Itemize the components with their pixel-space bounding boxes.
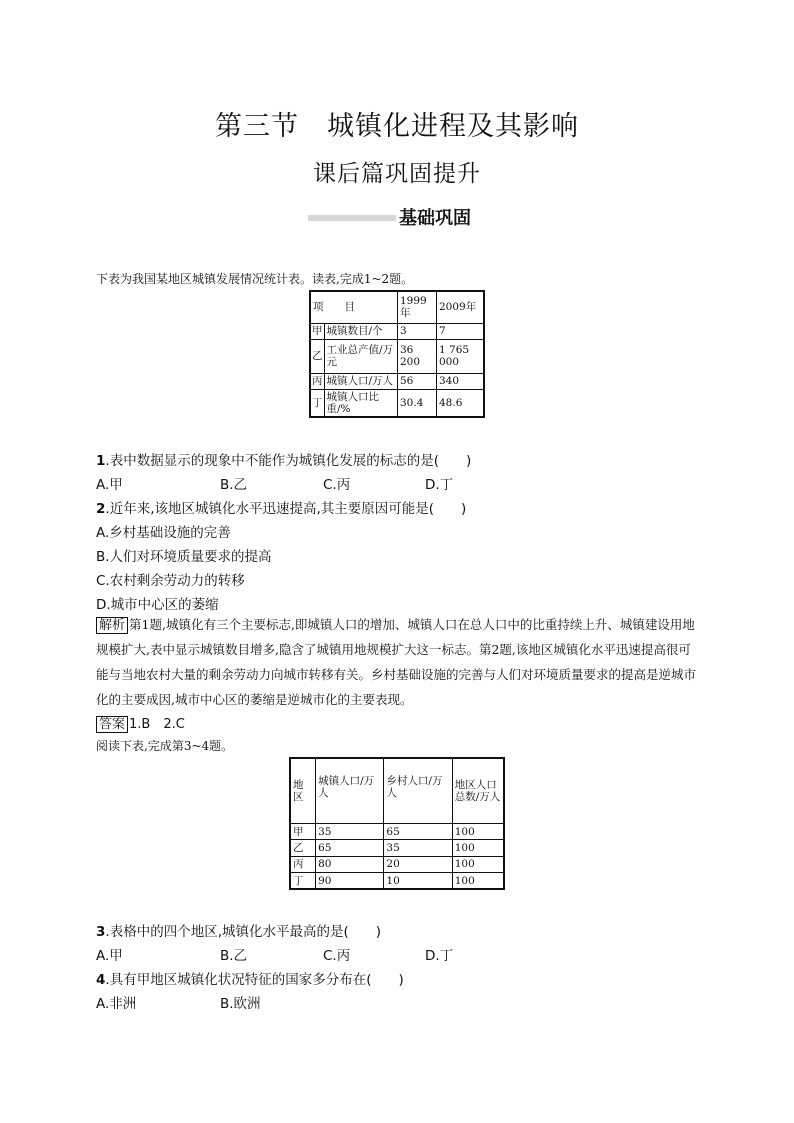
page-subtitle: 课后篇巩固提升 <box>313 161 481 187</box>
table-cell: 35 <box>316 824 384 840</box>
table-header-cell: 地区 <box>290 758 316 824</box>
table-cell: 30.4 <box>398 389 437 417</box>
answer-label: 答案 <box>96 716 128 733</box>
table-cell: 甲 <box>312 325 323 337</box>
table-cell: 10 <box>384 873 452 889</box>
table-cell: 100 <box>452 840 504 856</box>
q3-option-d: D.丁 <box>425 948 454 964</box>
table-row <box>310 373 484 389</box>
table-cell: 甲 <box>290 824 316 840</box>
table-cell: 1 765 000 <box>437 339 485 373</box>
table-header-cell: 1999年 <box>398 291 437 323</box>
table-cell: 20 <box>384 856 452 872</box>
q2-option-b: B.人们对环境质量要求的提高 <box>96 549 272 565</box>
table-cell: 90 <box>316 873 384 889</box>
page-title: 第三节 城镇化进程及其影响 <box>215 111 579 142</box>
q3-option-b: B.乙 <box>220 948 248 964</box>
table-cell: 工业总产值/万元 <box>324 339 398 373</box>
question-4: 4.具有甲地区城镇化状况特征的国家多分布在( ) <box>96 972 404 988</box>
table-population <box>289 757 505 890</box>
table-cell: 丙 <box>312 375 323 387</box>
table-cell: 35 <box>384 840 452 856</box>
section-decor-bar <box>308 215 396 221</box>
section-heading: 基础巩固 <box>399 208 471 229</box>
q3-option-a: A.甲 <box>96 948 123 964</box>
q2-option-a: A.乡村基础设施的完善 <box>96 525 231 541</box>
table-cell: 城镇数目/个 <box>324 323 398 339</box>
q4-option-a: A.非洲 <box>96 996 137 1012</box>
table-row <box>290 824 504 840</box>
question-1: 1.表中数据显示的现象中不能作为城镇化发展的标志的是( ) <box>96 453 472 469</box>
question-3: 3.表格中的四个地区,城镇化水平最高的是( ) <box>96 924 382 940</box>
q2-option-c: C.农村剩余劳动力的转移 <box>96 573 245 589</box>
table-cell: 丁 <box>310 389 324 417</box>
table-row <box>290 873 504 889</box>
table-cell: 城镇人口/万人 <box>324 373 398 389</box>
intro-text-2: 阅读下表,完成第3~4题。 <box>96 739 234 753</box>
q3-option-c: C.丙 <box>323 948 351 964</box>
table-cell: 65 <box>316 840 384 856</box>
table-header-cell: 项 目 <box>310 291 398 323</box>
table-cell: 100 <box>452 856 504 872</box>
table-cell: 100 <box>452 824 504 840</box>
analysis-block <box>96 612 696 712</box>
table-header-cell: 2009年 <box>437 291 485 323</box>
q2-option-d: D.城市中心区的萎缩 <box>96 597 219 613</box>
question-2: 2.近年来,该地区城镇化水平迅速提高,其主要原因可能是( ) <box>96 501 467 517</box>
answer-block <box>96 713 185 733</box>
answer-text: 1.B 2.C <box>129 717 185 732</box>
table-row <box>310 323 484 339</box>
table-row <box>310 339 484 373</box>
table-header-cell: 乡村人口/万人 <box>384 758 452 824</box>
table-cell: 丙 <box>290 856 316 872</box>
table-cell: 340 <box>437 373 485 389</box>
q1-option-c: C.丙 <box>323 477 351 493</box>
q1-option-d: D.丁 <box>425 477 454 493</box>
table-cell: 7 <box>437 323 485 339</box>
table-header-cell: 地区人口总数/万人 <box>452 758 504 824</box>
analysis-label: 解析 <box>96 617 128 634</box>
table-cell: 3 <box>398 323 437 339</box>
table-cell: 65 <box>384 824 452 840</box>
table-row <box>310 389 484 417</box>
table-cell: 城镇人口比重/% <box>324 389 398 417</box>
q1-option-b: B.乙 <box>220 477 248 493</box>
table-cell: 80 <box>316 856 384 872</box>
table-cell: 56 <box>398 373 437 389</box>
q1-option-a: A.甲 <box>96 477 123 493</box>
table-cell: 乙 <box>290 840 316 856</box>
table-cell: 48.6 <box>437 389 485 417</box>
table-cell: 乙 <box>310 339 324 373</box>
table-cell: 36 200 <box>398 339 437 373</box>
analysis-text: 第1题,城镇化有三个主要标志,即城镇人口的增加、城镇人口在总人口中的比重持续上升、城镇建设用地规模扩大,表中显示城镇数目增多,隐含了城镇用地规模扩大这一标志。第2题,该地区城镇化水平迅速提高很可能与当地农村大量的剩余劳动力向城市转移有关。乡村基础设施的完善与人们对环境质量要求的提高是逆城市化的主要成因,城市中心区的萎缩是逆城市化的主要表现。 <box>96 617 697 707</box>
table-header-cell: 城镇人口/万人 <box>316 758 384 824</box>
table-row <box>290 840 504 856</box>
q4-option-b: B.欧洲 <box>220 996 261 1012</box>
table-row <box>290 856 504 872</box>
intro-text-1: 下表为我国某地区城镇发展情况统计表。读表,完成1~2题。 <box>96 272 414 286</box>
table-cell: 丁 <box>290 873 316 889</box>
table-cell: 100 <box>452 873 504 889</box>
table-town-development <box>309 290 485 418</box>
